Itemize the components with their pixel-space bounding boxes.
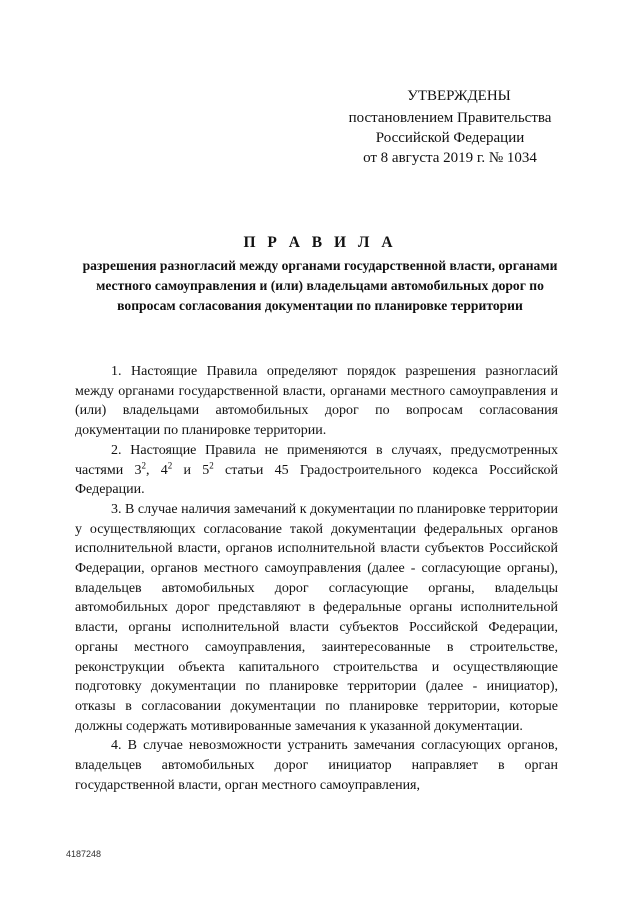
approved-line-federation: Российской Федерации bbox=[375, 130, 525, 146]
paragraph-2 bbox=[75, 441, 558, 500]
paragraph-2-part: статьи 45 Градостроительного кодекса Российской Федерации. bbox=[75, 462, 558, 498]
document-title: П Р А В И Л А bbox=[243, 234, 397, 251]
document-body bbox=[75, 362, 558, 795]
superscript: 2 bbox=[209, 459, 214, 470]
document-id: 4187248 bbox=[66, 849, 102, 859]
paragraph-3: 3. В случае наличия замечаний к документации по планировке территории у осуществляющих согласование такой документации федеральных органов исполнительной власти, органов исполнительной власти субъектов Российской Федерации, органов местного самоуправления (далее - согласующие органы), владельцев автомобильных дорог согласующие органы, владельцы автомобильных дорог представляют в федеральные органы исполнительной власти, органы исполнительной власти субъектов Российской Федерации, органы местного самоуправления, заинтересованные в строительстве, реконструкции объекта капитального строительства и осуществляющие подготовку документации по планировке территории (далее - инициатор), отказы в согласовании документации по планировке территории, которые должны содержать мотивированные замечания к указанной документации. bbox=[75, 501, 558, 734]
approved-heading: УТВЕРЖДЕНЫ bbox=[407, 88, 511, 104]
paragraph-4: 4. В случае невозможности устранить замечания согласующих органов, владельцев автомобильных дорог инициатор направляет в орган государственной власти, орган местного самоуправления, bbox=[75, 738, 558, 793]
superscript: 2 bbox=[167, 459, 173, 470]
paragraph-2-part: , 4 bbox=[145, 462, 168, 478]
paragraph-1: 1. Настоящие Правила определяют порядок разрешения разногласий между органами государственной власти, органами местного самоуправления и (или) владельцами автомобильных дорог по вопросам согласования документации по планировке территории. bbox=[75, 364, 558, 439]
paragraph-2-part: 2. Настоящие Правила не применяются в случаях, предусмотренных частями 3 bbox=[75, 442, 558, 478]
approved-line-date-number: от 8 августа 2019 г. № 1034 bbox=[363, 150, 537, 166]
superscript: 2 bbox=[141, 459, 146, 470]
paragraph-2-part: и 5 bbox=[172, 462, 210, 478]
approval-block bbox=[330, 86, 570, 168]
document-subtitle: разрешения разногласий между органами государственной власти, органами местного самоуправления и (или) владельцами автомобильных дорог по вопросам согласования документации по планировке территории bbox=[82, 258, 558, 313]
approved-line-decree: постановлением Правительства bbox=[348, 110, 552, 126]
